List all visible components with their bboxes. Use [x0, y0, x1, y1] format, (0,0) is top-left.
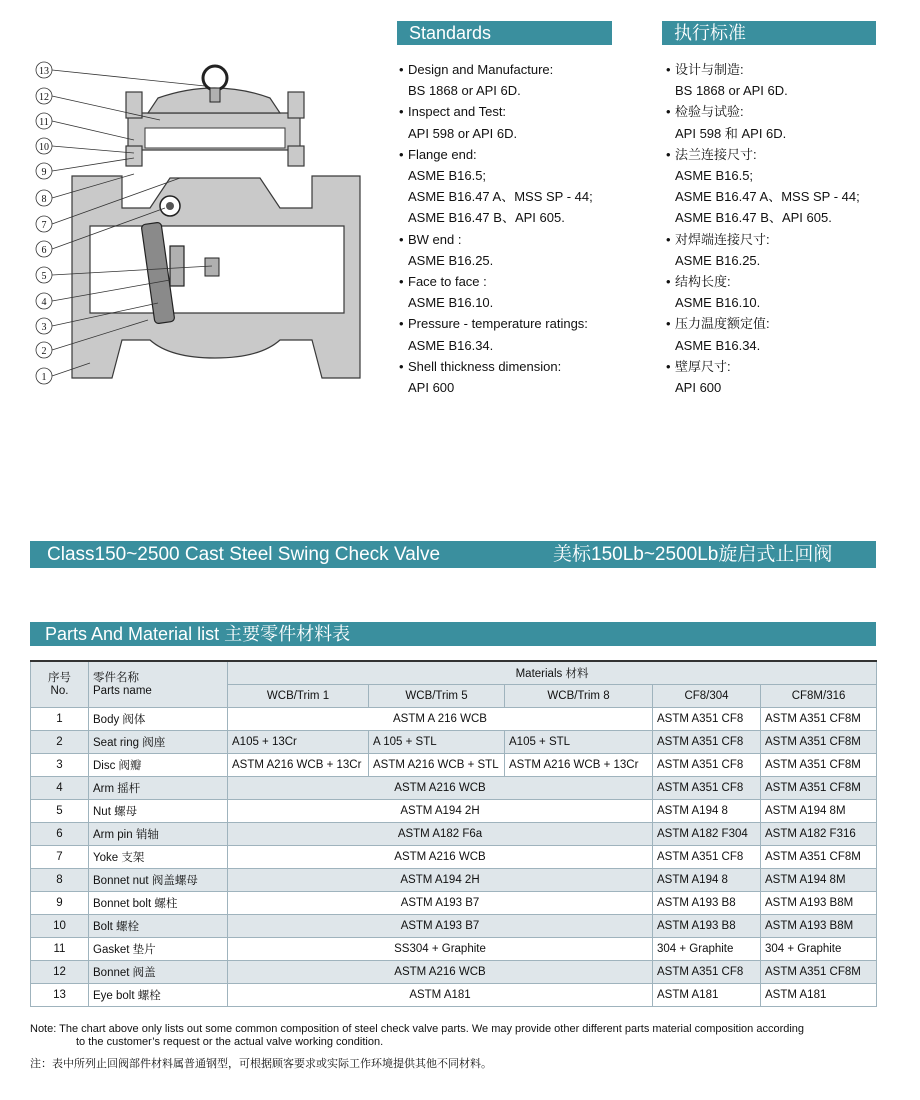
cell-part-name: Eye bolt 螺栓 [89, 984, 228, 1007]
callout-4: 4 [41, 297, 47, 308]
table-row [31, 892, 877, 915]
cell-trim-material: A105 + STL [505, 731, 653, 754]
cell-trim-material: A105 + 13Cr [228, 731, 369, 754]
standard-value: ASME B16.47 B、API 605. [408, 210, 565, 226]
table-row [31, 754, 877, 777]
standard-heading: • 对焊端连接尺寸: [675, 229, 885, 250]
parts-material-title: Parts And Material list 主要零件材料表 [30, 622, 876, 646]
table-row [31, 823, 877, 846]
standard-heading: • 结构长度: [675, 271, 885, 292]
cell-cf8m-material: ASTM A193 B8M [761, 915, 877, 938]
table-row [31, 961, 877, 984]
note-cn: 注：表中所列止回阀部件材料属普通钢型，可根据顾客要求或实际工作环境提供其他不同材料。 [30, 1058, 492, 1070]
cell-trim-material: ASTM A216 WCB + STL [369, 754, 505, 777]
product-title-cn: 美标150Lb~2500Lb旋启式止回阀 [553, 544, 833, 565]
cell-part-name: Disc 阀瓣 [89, 754, 228, 777]
cell-part-name: Arm pin 销轴 [89, 823, 228, 846]
standard-value: ASME B16.5; [408, 168, 487, 184]
table-row [31, 777, 877, 800]
cell-no: 11 [31, 938, 89, 961]
table-row [31, 846, 877, 869]
cell-no: 3 [31, 754, 89, 777]
cell-cf8m-material: ASTM A194 8M [761, 869, 877, 892]
cell-cf8-material: ASTM A193 B8 [653, 892, 761, 915]
cell-trim-material: ASTM A193 B7 [228, 892, 653, 915]
standard-heading: • Face to face : [408, 271, 658, 292]
product-title-bar [30, 541, 876, 568]
standard-heading: • 检验与试验: [675, 101, 885, 122]
standard-heading: • Shell thickness dimension: [408, 356, 658, 377]
callout-1: 1 [41, 372, 47, 383]
standard-value: API 598 or API 6D. [408, 125, 518, 141]
cell-cf8m-material: ASTM A193 B8M [761, 892, 877, 915]
cell-cf8-material: ASTM A351 CF8 [653, 777, 761, 800]
standards-en-list [408, 59, 658, 398]
callout-6: 6 [41, 245, 47, 256]
standard-value: ASME B16.47 A、MSS SP - 44; [675, 189, 860, 205]
cell-no: 6 [31, 823, 89, 846]
standard-value: BS 1868 or API 6D. [675, 83, 788, 99]
cell-trim-material: ASTM A216 WCB [228, 961, 653, 984]
table-row [31, 731, 877, 754]
cell-no: 1 [31, 708, 89, 731]
cell-cf8m-material: ASTM A181 [761, 984, 877, 1007]
cell-part-name: Bonnet nut 阀盖螺母 [89, 869, 228, 892]
standard-heading: • 壁厚尺寸: [675, 356, 885, 377]
cell-part-name: Gasket 垫片 [89, 938, 228, 961]
standard-heading: • BW end : [408, 229, 658, 250]
cell-no: 8 [31, 869, 89, 892]
callout-13: 13 [39, 66, 49, 77]
standards-cn-title: 执行标准 [662, 21, 876, 45]
cell-trim-material: ASTM A216 WCB + 13Cr [228, 754, 369, 777]
cell-cf8m-material: ASTM A351 CF8M [761, 754, 877, 777]
col-cf8m: CF8M/316 [761, 685, 877, 708]
cell-part-name: Arm 摇杆 [89, 777, 228, 800]
cell-no: 9 [31, 892, 89, 915]
product-title-en: Class150~2500 Cast Steel Swing Check Valve [47, 544, 441, 565]
standard-value: ASME B16.10. [675, 295, 761, 311]
cell-part-name: Yoke 支架 [89, 846, 228, 869]
cell-trim-material: ASTM A194 2H [228, 800, 653, 823]
standards-cn-list [675, 59, 885, 398]
standard-heading: • 法兰连接尺寸: [675, 144, 885, 165]
cell-cf8m-material: ASTM A351 CF8M [761, 731, 877, 754]
standard-value: API 600 [408, 380, 455, 396]
cell-cf8-material: ASTM A194 8 [653, 869, 761, 892]
standard-value: ASME B16.47 A、MSS SP - 44; [408, 189, 593, 205]
standard-heading: • 设计与制造: [675, 59, 885, 80]
cell-no: 12 [31, 961, 89, 984]
callout-2: 2 [41, 346, 47, 357]
standard-heading: • 压力温度额定值: [675, 313, 885, 334]
standards-en-title: Standards [397, 21, 612, 45]
cell-trim-material: ASTM A193 B7 [228, 915, 653, 938]
col-cf8: CF8/304 [653, 685, 761, 708]
cell-part-name: Bonnet 阀盖 [89, 961, 228, 984]
standard-heading: • Pressure - temperature ratings: [408, 313, 658, 334]
standard-value: BS 1868 or API 6D. [408, 83, 521, 99]
cell-cf8-material: ASTM A181 [653, 984, 761, 1007]
table-row [31, 915, 877, 938]
table-row [31, 984, 877, 1007]
callout-7: 7 [41, 220, 47, 231]
standard-value: ASME B16.34. [675, 337, 761, 353]
col-no-header: 序号 No. [31, 661, 89, 708]
standard-value: API 598 和 API 6D. [675, 125, 787, 141]
note-en [30, 1023, 890, 1049]
cell-trim-material: ASTM A216 WCB [228, 777, 653, 800]
callout-10: 10 [39, 142, 49, 153]
cell-trim-material: ASTM A194 2H [228, 869, 653, 892]
callout-9: 9 [41, 167, 47, 178]
standard-heading: • Inspect and Test: [408, 101, 658, 122]
cell-cf8m-material: ASTM A351 CF8M [761, 777, 877, 800]
col-trim8: WCB/Trim 8 [505, 685, 653, 708]
standard-heading: • Design and Manufacture: [408, 59, 658, 80]
cell-no: 4 [31, 777, 89, 800]
cell-trim-material: ASTM A182 F6a [228, 823, 653, 846]
callout-3: 3 [41, 322, 47, 333]
cell-part-name: Body 阀体 [89, 708, 228, 731]
standard-value: ASME B16.10. [408, 295, 494, 311]
cell-no: 10 [31, 915, 89, 938]
standard-value: ASME B16.34. [408, 337, 494, 353]
callout-8: 8 [41, 194, 47, 205]
cell-cf8m-material: ASTM A182 F316 [761, 823, 877, 846]
cell-part-name: Bolt 螺栓 [89, 915, 228, 938]
note-en-line2: to the customer’s request or the actual valve working condition. [76, 1036, 384, 1048]
cell-cf8m-material: ASTM A194 8M [761, 800, 877, 823]
cell-trim-material: ASTM A181 [228, 984, 653, 1007]
cell-trim-material: ASTM A216 WCB + 13Cr [505, 754, 653, 777]
materials-table [30, 660, 877, 1007]
table-row [31, 800, 877, 823]
cell-trim-material: ASTM A 216 WCB [228, 708, 653, 731]
standard-value: ASME B16.25. [675, 252, 761, 268]
cell-no: 5 [31, 800, 89, 823]
cell-cf8-material: ASTM A351 CF8 [653, 708, 761, 731]
table-row [31, 708, 877, 731]
cell-cf8m-material: ASTM A351 CF8M [761, 708, 877, 731]
cell-cf8-material: 304 + Graphite [653, 938, 761, 961]
col-trim5: WCB/Trim 5 [369, 685, 505, 708]
cell-cf8-material: ASTM A351 CF8 [653, 754, 761, 777]
cell-cf8m-material: ASTM A351 CF8M [761, 961, 877, 984]
standard-value: API 600 [675, 380, 722, 396]
cell-trim-material: ASTM A216 WCB [228, 846, 653, 869]
cell-trim-material: A 105 + STL [369, 731, 505, 754]
note-en-line1: Note: The chart above only lists out some common composition of steel check valve parts. We may provide other different parts material composition according [30, 1023, 805, 1035]
standard-value: ASME B16.47 B、API 605. [675, 210, 832, 226]
cell-cf8-material: ASTM A351 CF8 [653, 731, 761, 754]
standard-value: ASME B16.5; [675, 168, 754, 184]
cell-cf8-material: ASTM A194 8 [653, 800, 761, 823]
materials-header: Materials 材料 [228, 661, 877, 685]
cell-cf8m-material: 304 + Graphite [761, 938, 877, 961]
cell-cf8-material: ASTM A193 B8 [653, 915, 761, 938]
valve-cross-section-diagram [30, 58, 375, 388]
cell-cf8-material: ASTM A351 CF8 [653, 961, 761, 984]
table-row [31, 869, 877, 892]
col-name-header: 零件名称 Parts name [89, 661, 228, 708]
cell-cf8m-material: ASTM A351 CF8M [761, 846, 877, 869]
cell-part-name: Nut 螺母 [89, 800, 228, 823]
cell-cf8-material: ASTM A351 CF8 [653, 846, 761, 869]
callout-12: 12 [39, 92, 49, 103]
callout-11: 11 [39, 117, 49, 128]
cell-trim-material: SS304 + Graphite [228, 938, 653, 961]
cell-no: 2 [31, 731, 89, 754]
col-trim1: WCB/Trim 1 [228, 685, 369, 708]
callout-5: 5 [41, 271, 47, 282]
cell-no: 13 [31, 984, 89, 1007]
cell-part-name: Seat ring 阀座 [89, 731, 228, 754]
cell-no: 7 [31, 846, 89, 869]
standard-value: ASME B16.25. [408, 252, 494, 268]
cell-part-name: Bonnet bolt 螺柱 [89, 892, 228, 915]
standard-heading: • Flange end: [408, 144, 658, 165]
cell-cf8-material: ASTM A182 F304 [653, 823, 761, 846]
table-row [31, 938, 877, 961]
